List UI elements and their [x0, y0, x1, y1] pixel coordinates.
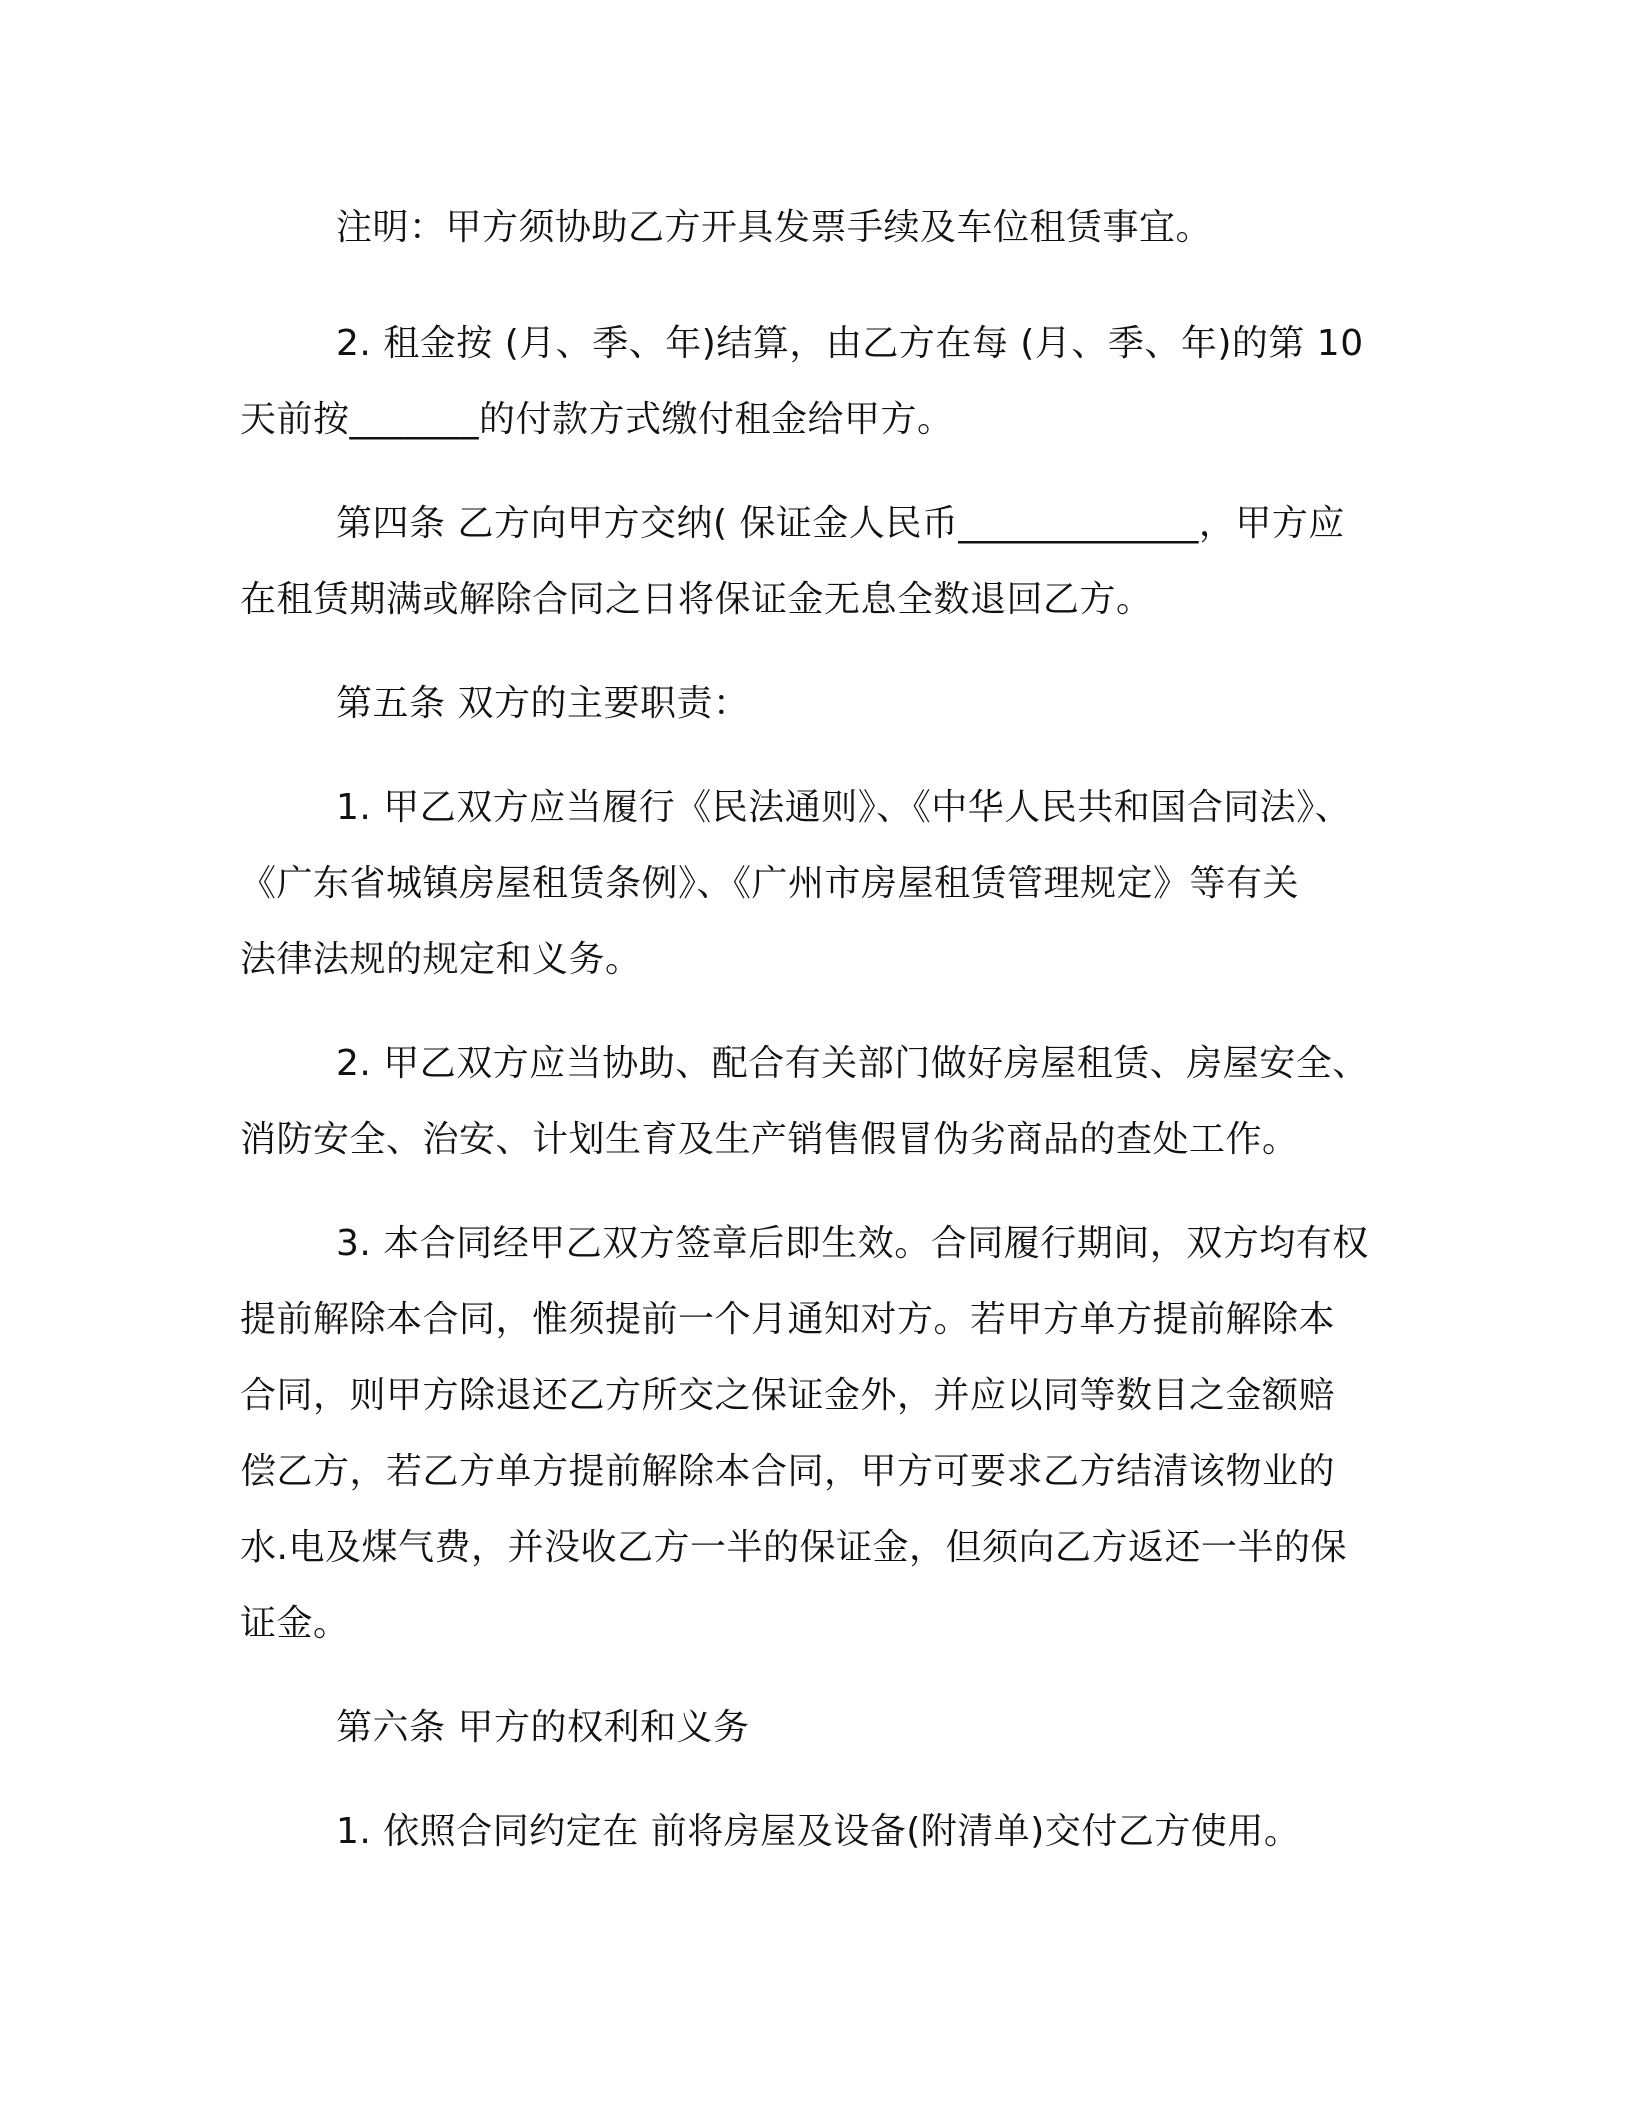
duty-1-paragraph — [240, 770, 1420, 998]
rent-settlement-paragraph — [240, 306, 1420, 458]
duty-3-paragraph — [240, 1206, 1420, 1662]
text-line: 3. 本合同经甲乙双方签章后即生效。合同履行期间，双方均有权 — [336, 1223, 1369, 1264]
text-line: 合同，则甲方除退还乙方所交之保证金外，并应以同等数目之金额赔 — [240, 1375, 1336, 1416]
text-line: 1. 甲乙双方应当履行《民法通则》、《中华人民共和国合同法》、 — [336, 787, 1352, 828]
text-line: 2. 租金按 (月、季、年)结算，由乙方在每 (月、季、年)的第 10 — [336, 323, 1364, 364]
text-line: 第四条 乙方向甲方交纳( 保证金人民币_____________，甲方应 — [336, 503, 1345, 544]
lessor-duty-1-paragraph — [240, 1794, 1420, 1870]
text-line: 在租赁期满或解除合同之日将保证金无息全数退回乙方。 — [240, 579, 1153, 620]
article-5-heading — [240, 666, 1420, 742]
text-line: 证金。 — [240, 1603, 350, 1644]
text-line: 消防安全、治安、计划生育及生产销售假冒伪劣商品的查处工作。 — [240, 1119, 1299, 1160]
text-line: 提前解除本合同，惟须提前一个月通知对方。若甲方单方提前解除本 — [240, 1299, 1336, 1340]
text-line: 注明：甲方须协助乙方开具发票手续及车位租赁事宜。 — [336, 207, 1213, 248]
text-line: 《广东省城镇房屋租赁条例》、《广州市房屋租赁管理规定》等有关 — [240, 863, 1300, 904]
text-line: 第五条 双方的主要职责： — [336, 683, 750, 724]
text-line: 2. 甲乙双方应当协助、配合有关部门做好房屋租赁、房屋安全、 — [336, 1043, 1369, 1084]
document-body — [240, 190, 1420, 1898]
article-4-paragraph — [240, 486, 1420, 638]
text-line: 天前按_______的付款方式缴付租金给甲方。 — [240, 399, 954, 440]
text-line: 1. 依照合同约定在 前将房屋及设备(附清单)交付乙方使用。 — [336, 1811, 1301, 1852]
text-line: 法律法规的规定和义务。 — [240, 939, 642, 980]
text-line: 水.电及煤气费，并没收乙方一半的保证金，但须向乙方返还一半的保 — [240, 1527, 1347, 1568]
text-line: 第六条 甲方的权利和义务 — [336, 1707, 750, 1748]
article-6-heading — [240, 1690, 1420, 1766]
duty-2-paragraph — [240, 1026, 1420, 1178]
note-paragraph — [240, 190, 1420, 266]
text-line: 偿乙方，若乙方单方提前解除本合同，甲方可要求乙方结清该物业的 — [240, 1451, 1336, 1492]
